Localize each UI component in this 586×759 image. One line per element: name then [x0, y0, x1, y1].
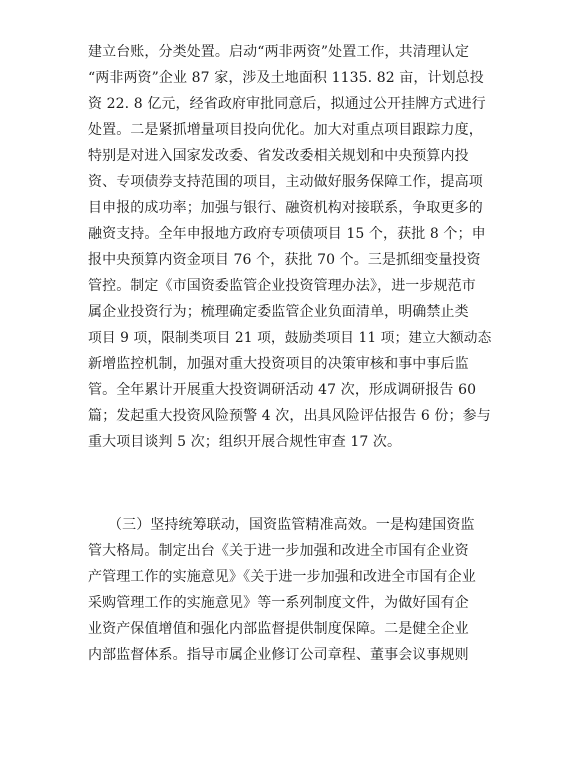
- text-line: 融资支持。全年申报地方政府专项债项目 15 个，获批 8 个；申: [88, 226, 486, 242]
- text-line: “两非两资”企业 87 家，涉及土地面积 1135. 82 亩，计划总投: [88, 70, 484, 86]
- text-line: 产管理工作的实施意见》《关于进一步加强和改进全市国有企业: [88, 569, 476, 585]
- text-line: 内部监督体系。指导市属企业修订公司章程、董事会议事规则: [88, 647, 469, 663]
- text-line: 重大项目谈判 5 次；组织开展合规性审查 17 次。: [88, 434, 402, 450]
- text-line: 篇；发起重大投资风险预警 4 次，出具风险评估报告 6 份；参与: [88, 408, 491, 424]
- text-line: 业资产保值增值和强化内部监督提供制度保障。二是健全企业: [88, 621, 469, 637]
- text-line: 处置。二是紧抓增量项目投向优化。加大对重点项目跟踪力度，: [88, 122, 483, 138]
- text-line: 目申报的成功率；加强与银行、融资机构对接联系，争取更多的: [88, 200, 483, 216]
- text-line: 特别是对进入国家发改委、省发改委相关规划和中央预算内投: [88, 148, 469, 164]
- paragraph-state-asset-supervision: [88, 512, 498, 668]
- text-line: 项目 9 项，限制类项目 21 项，鼓励类项目 11 项；建立大额动态: [88, 330, 492, 346]
- text-line: 管大格局。制定出台《关于进一步加强和改进全市国有企业资: [88, 543, 469, 559]
- text-line: 属企业投资行为；梳理确定委监管企业负面清单，明确禁止类: [88, 304, 469, 320]
- paragraph-investment-management: [88, 39, 498, 455]
- text-line: 报中央预算内资金项目 76 个，获批 70 个。三是抓细变量投资: [88, 252, 481, 268]
- text-line: 管控。制定《市国资委监管企业投资管理办法》，进一步规范市: [88, 278, 476, 294]
- text-line: 资 22. 8 亿元，经省政府审批同意后，拟通过公开挂牌方式进行: [88, 96, 486, 112]
- text-line-indented: （三）坚持统筹联动，国资监管精准高效。一是构建国资监: [108, 517, 475, 533]
- text-line: 资、专项债券支持范围的项目，主动做好服务保障工作，提高项: [88, 174, 483, 190]
- text-line: 新增监控机制，加强对重大投资项目的决策审核和事中事后监: [88, 356, 469, 372]
- text-line: 建立台账，分类处置。启动“两非两资”处置工作，共清理认定: [88, 44, 470, 60]
- text-line: 管。全年累计开展重大投资调研活动 47 次，形成调研报告 60: [88, 382, 477, 398]
- text-line: 采购管理工作的实施意见》等一系列制度文件，为做好国有企: [88, 595, 469, 611]
